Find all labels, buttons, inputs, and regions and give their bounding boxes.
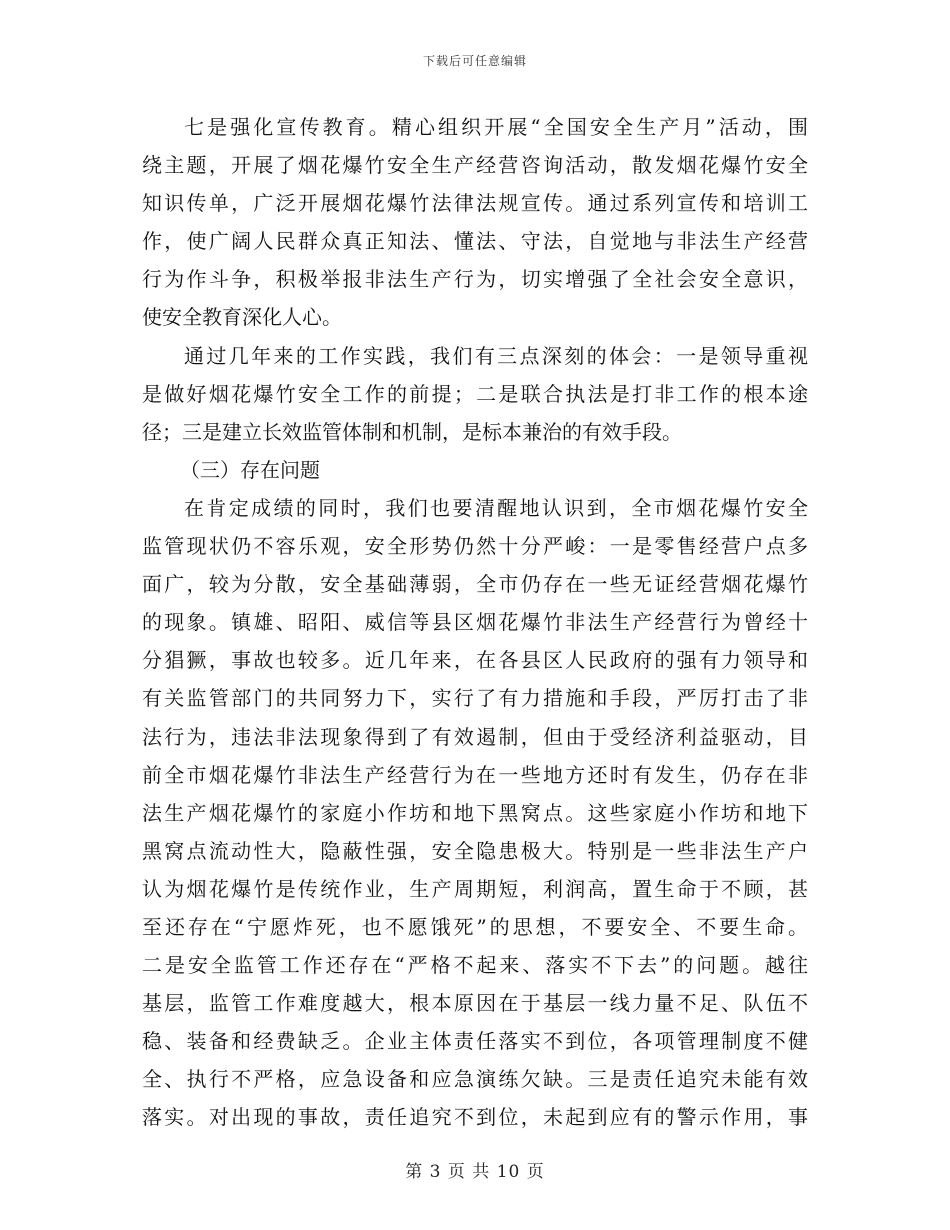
text-line: 七是强化宣传教育。精心组织开展“全国安全生产月”活动，围 xyxy=(184,115,808,139)
page-header: 下载后可任意编辑 xyxy=(422,54,527,68)
text-line: 通过几年来的工作实践，我们有三点深刻的体会：一是领导重视 xyxy=(184,343,808,368)
text-line: 面广，较为分散，安全基础薄弱，全市仍存在一些无证经营烟花爆竹 xyxy=(142,572,808,597)
text-line: 稳、装备和经费缺乏。企业主体责任落实不到位，各项管理制度不健 xyxy=(142,1029,808,1054)
text-line: 径；三是建立长效监管体制和机制，是标本兼治的有效手段。 xyxy=(142,419,682,444)
text-line: 法行为，违法非法现象得到了有效遏制，但由于受经济利益驱动，目 xyxy=(142,724,808,749)
text-line: 前全市烟花爆竹非法生产经营行为在一些地方还时有发生，仍存在非 xyxy=(142,762,808,787)
text-line: 黑窝点流动性大，隐蔽性强，安全隐患极大。特别是一些非法生产户 xyxy=(142,838,808,863)
text-line: 全、执行不严格，应急设备和应急演练欠缺。三是责任追究未能有效 xyxy=(142,1067,808,1092)
document-body xyxy=(142,108,808,1137)
text-line: 在肯定成绩的同时，我们也要清醒地认识到，全市烟花爆竹安全 xyxy=(184,495,808,520)
text-line: 的现象。镇雄、昭阳、威信等县区烟花爆竹非法生产经营行为曾经十 xyxy=(142,610,808,635)
section-heading: （三）存在问题 xyxy=(180,457,320,482)
text-line: 法生产烟花爆竹的家庭小作坊和地下黑窝点。这些家庭小作坊和地下 xyxy=(142,800,808,825)
text-line: 作，使广阔人民群众真正知法、懂法、守法，自觉地与非法生产经营 xyxy=(142,229,808,254)
text-line: 分猖獗，事故也较多。近几年来，在各县区人民政府的强有力领导和 xyxy=(142,648,808,673)
text-line: 落实。对出现的事故，责任追究不到位，未起到应有的警示作用，事 xyxy=(142,1105,808,1130)
page-footer: 第 3 页 共 10 页 xyxy=(405,1162,545,1182)
text-line: 是做好烟花爆竹安全工作的前提；二是联合执法是打非工作的根本途 xyxy=(142,381,808,406)
text-line: 二是安全监管工作还存在“严格不起来、落实不下去”的问题。越往 xyxy=(142,953,808,978)
text-line: 绕主题，开展了烟花爆竹安全生产经营咨询活动，散发烟花爆竹安全 xyxy=(142,153,808,178)
text-line: 认为烟花爆竹是传统作业，生产周期短，利润高，置生命于不顾，甚 xyxy=(142,876,808,901)
text-line: 行为作斗争，积极举报非法生产行为，切实增强了全社会安全意识， xyxy=(142,267,808,292)
text-line: 使安全教育深化人心。 xyxy=(142,305,342,330)
text-line: 监管现状仍不容乐观，安全形势仍然十分严峻：一是零售经营户点多 xyxy=(142,534,808,559)
text-line: 基层，监管工作难度越大，根本原因在于基层一线力量不足、队伍不 xyxy=(142,991,808,1016)
text-line: 有关监管部门的共同努力下，实行了有力措施和手段，严厉打击了非 xyxy=(142,686,808,711)
text-line: 至还存在“宁愿炸死，也不愿饿死”的思想，不要安全、不要生命。 xyxy=(142,914,808,939)
text-line: 知识传单，广泛开展烟花爆竹法律法规宣传。通过系列宣传和培训工 xyxy=(142,191,808,216)
